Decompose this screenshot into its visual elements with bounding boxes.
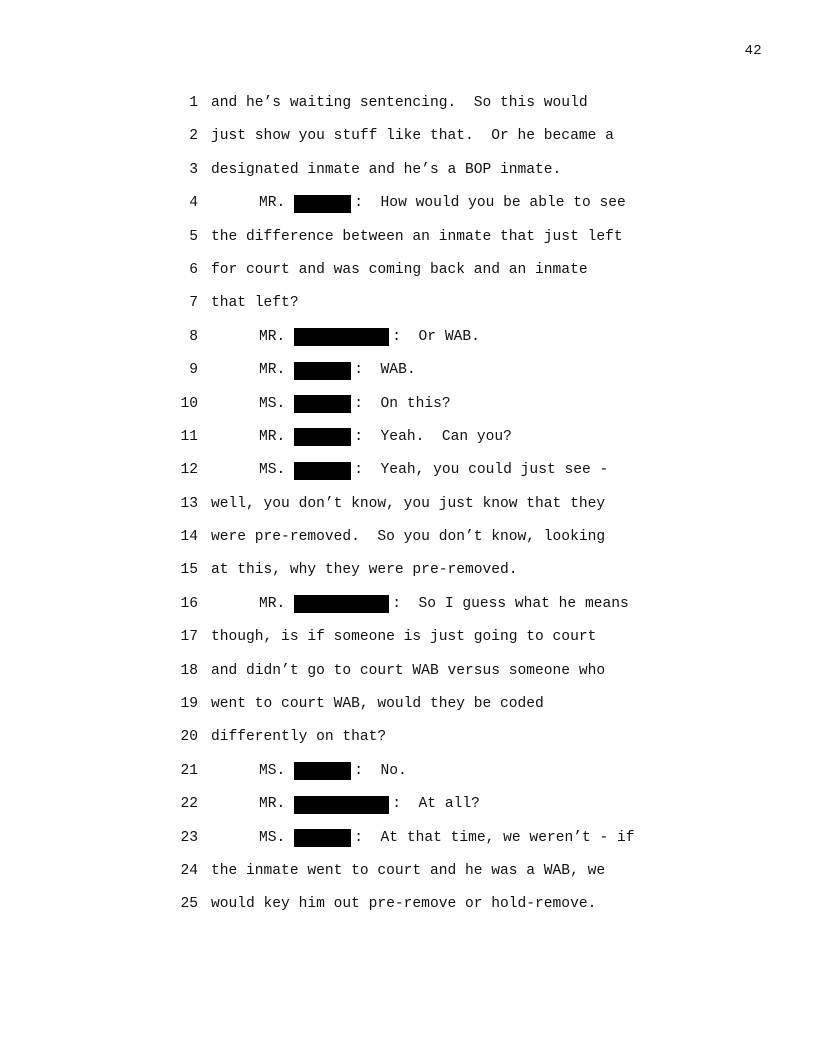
spoken-text: and he’s waiting sentencing. So this would	[211, 95, 588, 111]
transcript-line	[0, 326, 816, 359]
line-number: 19	[180, 696, 198, 713]
line-text	[211, 292, 299, 315]
spoken-text: that left?	[211, 295, 299, 312]
line-text	[259, 426, 512, 449]
spoken-text: were pre-removed. So you don’t know, looking	[211, 529, 606, 546]
line-number: 6	[189, 261, 198, 278]
speaker-label: MS.	[259, 829, 286, 846]
transcript-line	[0, 393, 816, 426]
transcript-line	[0, 793, 816, 826]
speaker-label: MS.	[259, 762, 286, 779]
line-text	[211, 259, 588, 282]
speaker-label: MS.	[259, 462, 286, 479]
transcript-line	[0, 359, 816, 392]
line-text	[211, 125, 614, 148]
transcript-line	[0, 226, 816, 259]
transcript-line	[0, 559, 816, 592]
line-text	[211, 159, 561, 182]
transcript-line	[0, 259, 816, 292]
line-text	[211, 92, 588, 115]
line-number: 24	[180, 862, 198, 879]
line-text	[211, 226, 623, 249]
spoken-text: designated inmate and he’s a BOP inmate.	[211, 161, 562, 178]
line-number: 18	[180, 662, 198, 679]
redacted-name-block	[294, 829, 351, 847]
spoken-text: for court and was coming back and an inmate	[211, 261, 588, 278]
spoken-text: at this, why they were pre-removed.	[211, 562, 518, 579]
spoken-text: : WAB.	[354, 362, 416, 379]
line-text	[211, 893, 596, 916]
line-number: 7	[189, 295, 198, 312]
spoken-text: went to court WAB, would they be coded	[211, 696, 544, 713]
line-text	[211, 626, 596, 649]
transcript-line	[0, 493, 816, 526]
spoken-text: : So I guess what he means	[392, 595, 629, 612]
line-text	[259, 827, 635, 850]
line-text	[211, 559, 518, 582]
redacted-name-block	[294, 328, 389, 346]
transcript-line	[0, 593, 816, 626]
line-number: 14	[180, 529, 198, 546]
spoken-text: : How would you be able to see	[354, 195, 626, 212]
spoken-text: : At all?	[392, 796, 480, 813]
speaker-label: MR.	[259, 362, 286, 379]
spoken-text: well, you don’t know, you just know that they	[211, 495, 606, 512]
line-text	[211, 493, 605, 516]
line-number: 2	[189, 128, 198, 145]
transcript-line	[0, 893, 816, 926]
transcript-line	[0, 760, 816, 793]
line-text	[211, 693, 544, 716]
line-number: 16	[180, 595, 198, 612]
line-number: 17	[180, 629, 198, 646]
speaker-label: MR.	[259, 195, 286, 212]
transcript-line	[0, 292, 816, 325]
speaker-label: MR.	[259, 428, 286, 445]
line-text	[259, 459, 608, 482]
transcript-line	[0, 125, 816, 158]
transcript-line	[0, 426, 816, 459]
transcript-line	[0, 660, 816, 693]
spoken-text: would key him out pre-remove or hold-remove.	[211, 896, 597, 913]
redacted-name-block	[294, 428, 351, 446]
line-text	[211, 526, 605, 549]
line-number: 15	[180, 562, 198, 579]
redacted-name-block	[294, 362, 351, 380]
line-number: 4	[189, 195, 198, 212]
line-number: 20	[180, 729, 198, 746]
speaker-label: MR.	[259, 796, 286, 813]
transcript-line	[0, 626, 816, 659]
transcript-line	[0, 860, 816, 893]
line-number: 8	[189, 328, 198, 345]
speaker-label: MR.	[259, 328, 286, 345]
page-number: 42	[744, 43, 762, 59]
line-number: 10	[180, 395, 198, 412]
transcript-line	[0, 726, 816, 759]
line-text	[259, 793, 480, 816]
line-text	[211, 726, 386, 749]
redacted-name-block	[294, 462, 351, 480]
line-number: 5	[189, 228, 198, 245]
speaker-label: MS.	[259, 395, 286, 412]
spoken-text: though, is if someone is just going to court	[211, 629, 597, 646]
transcript-body	[0, 92, 816, 927]
spoken-text: and didn’t go to court WAB versus someone who	[211, 662, 606, 679]
transcript-line	[0, 159, 816, 192]
line-number: 11	[180, 428, 198, 445]
redacted-name-block	[294, 195, 351, 213]
line-text	[211, 860, 605, 883]
spoken-text: differently on that?	[211, 729, 387, 746]
line-text	[259, 326, 480, 349]
spoken-text: : Yeah. Can you?	[354, 428, 512, 445]
line-number: 12	[180, 462, 198, 479]
redacted-name-block	[294, 796, 389, 814]
transcript-line	[0, 693, 816, 726]
spoken-text: : Yeah, you could just see -	[354, 462, 609, 479]
redacted-name-block	[294, 395, 351, 413]
line-number: 1	[189, 95, 198, 111]
spoken-text: : Or WAB.	[392, 328, 480, 345]
spoken-text: : At that time, we weren’t - if	[354, 829, 635, 846]
line-number: 13	[180, 495, 198, 512]
line-number: 9	[189, 362, 198, 379]
speaker-label: MR.	[259, 595, 286, 612]
transcript-line	[0, 827, 816, 860]
transcript-line	[0, 192, 816, 225]
spoken-text: the inmate went to court and he was a WAB, we	[211, 862, 606, 879]
transcript-line	[0, 459, 816, 492]
spoken-text: just show you stuff like that. Or he became a	[211, 128, 614, 145]
line-text	[259, 760, 407, 783]
line-text	[259, 359, 416, 382]
line-text	[259, 393, 451, 416]
line-number: 21	[180, 762, 198, 779]
line-text	[259, 192, 626, 215]
redacted-name-block	[294, 595, 389, 613]
line-number: 25	[180, 896, 198, 913]
transcript-line	[0, 92, 816, 125]
line-number: 22	[180, 796, 198, 813]
spoken-text: : On this?	[354, 395, 451, 412]
spoken-text: : No.	[354, 762, 407, 779]
line-number: 23	[180, 829, 198, 846]
spoken-text: the difference between an inmate that just left	[211, 228, 623, 245]
line-text	[211, 660, 605, 683]
redacted-name-block	[294, 762, 351, 780]
transcript-line	[0, 526, 816, 559]
line-number: 3	[189, 161, 198, 178]
line-text	[259, 593, 629, 616]
